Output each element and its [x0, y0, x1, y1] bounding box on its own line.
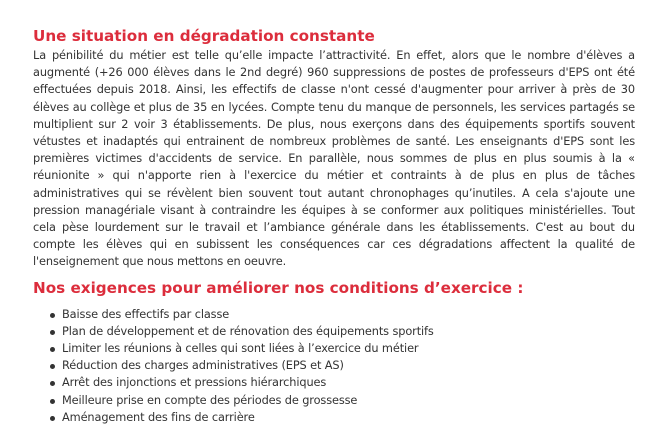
bullet-icon — [50, 330, 55, 335]
bullet-icon — [50, 347, 55, 352]
situation-paragraph: La pénibilité du métier est telle qu’elle impacte l’attractivité. En effet, alors que le nombre d'élèves a augmenté (+26 000 élèves dans le 2nd degré) 960 suppressions de postes de professeurs d'EPS ont été effectuées depuis 2018. Ainsi, les effectifs de classe n'ont cessé d'augmenter pour arriver à près de 30 élèves au collège et plus de 35 en lycées. Compte tenu du manque de personnels, les services partagés se multiplient sur 2 voir 3 établissements. De plus, nous exerçons dans des équipements sportifs souvent vétustes et inadaptés qui entrainent de nombreux problèmes de santé. Les enseignants d'EPS sont les premières victimes d'accidents de service. En parallèle, nous sommes de plus en plus soumis à la « réunionite » qui n'apporte rien à l'exercice du métier et contraints à de plus en plus de tâches administratives qui se révèlent bien souvent tout autant chronophages qu’inutiles. A cela s'ajoute une pression managériale visant à contraindre les équipes à se conformer aux politiques ministérielles. Tout cela pèse lourdement sur le travail et l’ambiance générale dans les établissements. C'est au bout du compte les élèves qui en subissent les conséquences car ces dégradations affectent la qualité de l'enseignement que nous mettons en oeuvre. — [33, 48, 635, 269]
list-item-text: Arrêt des injonctions et pressions hiérarchiques — [62, 375, 327, 390]
list-item-text: Meilleure prise en compte des périodes de grossesse — [62, 392, 358, 407]
bullet-icon — [50, 313, 55, 318]
list-item — [50, 392, 635, 409]
list-item-text: Aménagement des fins de carrière — [62, 409, 255, 424]
section-heading-situation: Une situation en dégradation constante — [33, 27, 375, 45]
exigences-list — [33, 306, 635, 426]
list-item-text: Baisse des effectifs par classe — [62, 306, 230, 321]
list-item — [50, 374, 635, 391]
bullet-icon — [50, 416, 55, 421]
list-item-text: Réduction des charges administratives (EPS et AS) — [62, 358, 344, 373]
list-item-text: Plan de développement et de rénovation des équipements sportifs — [62, 323, 434, 338]
list-item — [50, 340, 635, 357]
list-item — [50, 409, 635, 426]
article-content — [33, 26, 635, 426]
section-heading-exigences: Nos exigences pour améliorer nos conditions d’exercice : — [33, 278, 524, 297]
list-item-text: Limiter les réunions à celles qui sont liées à l’exercice du métier — [62, 341, 419, 356]
bullet-icon — [50, 381, 55, 386]
list-item — [50, 357, 635, 374]
list-item — [50, 306, 635, 323]
list-item — [50, 323, 635, 340]
bullet-icon — [50, 364, 55, 369]
bullet-icon — [50, 399, 55, 404]
